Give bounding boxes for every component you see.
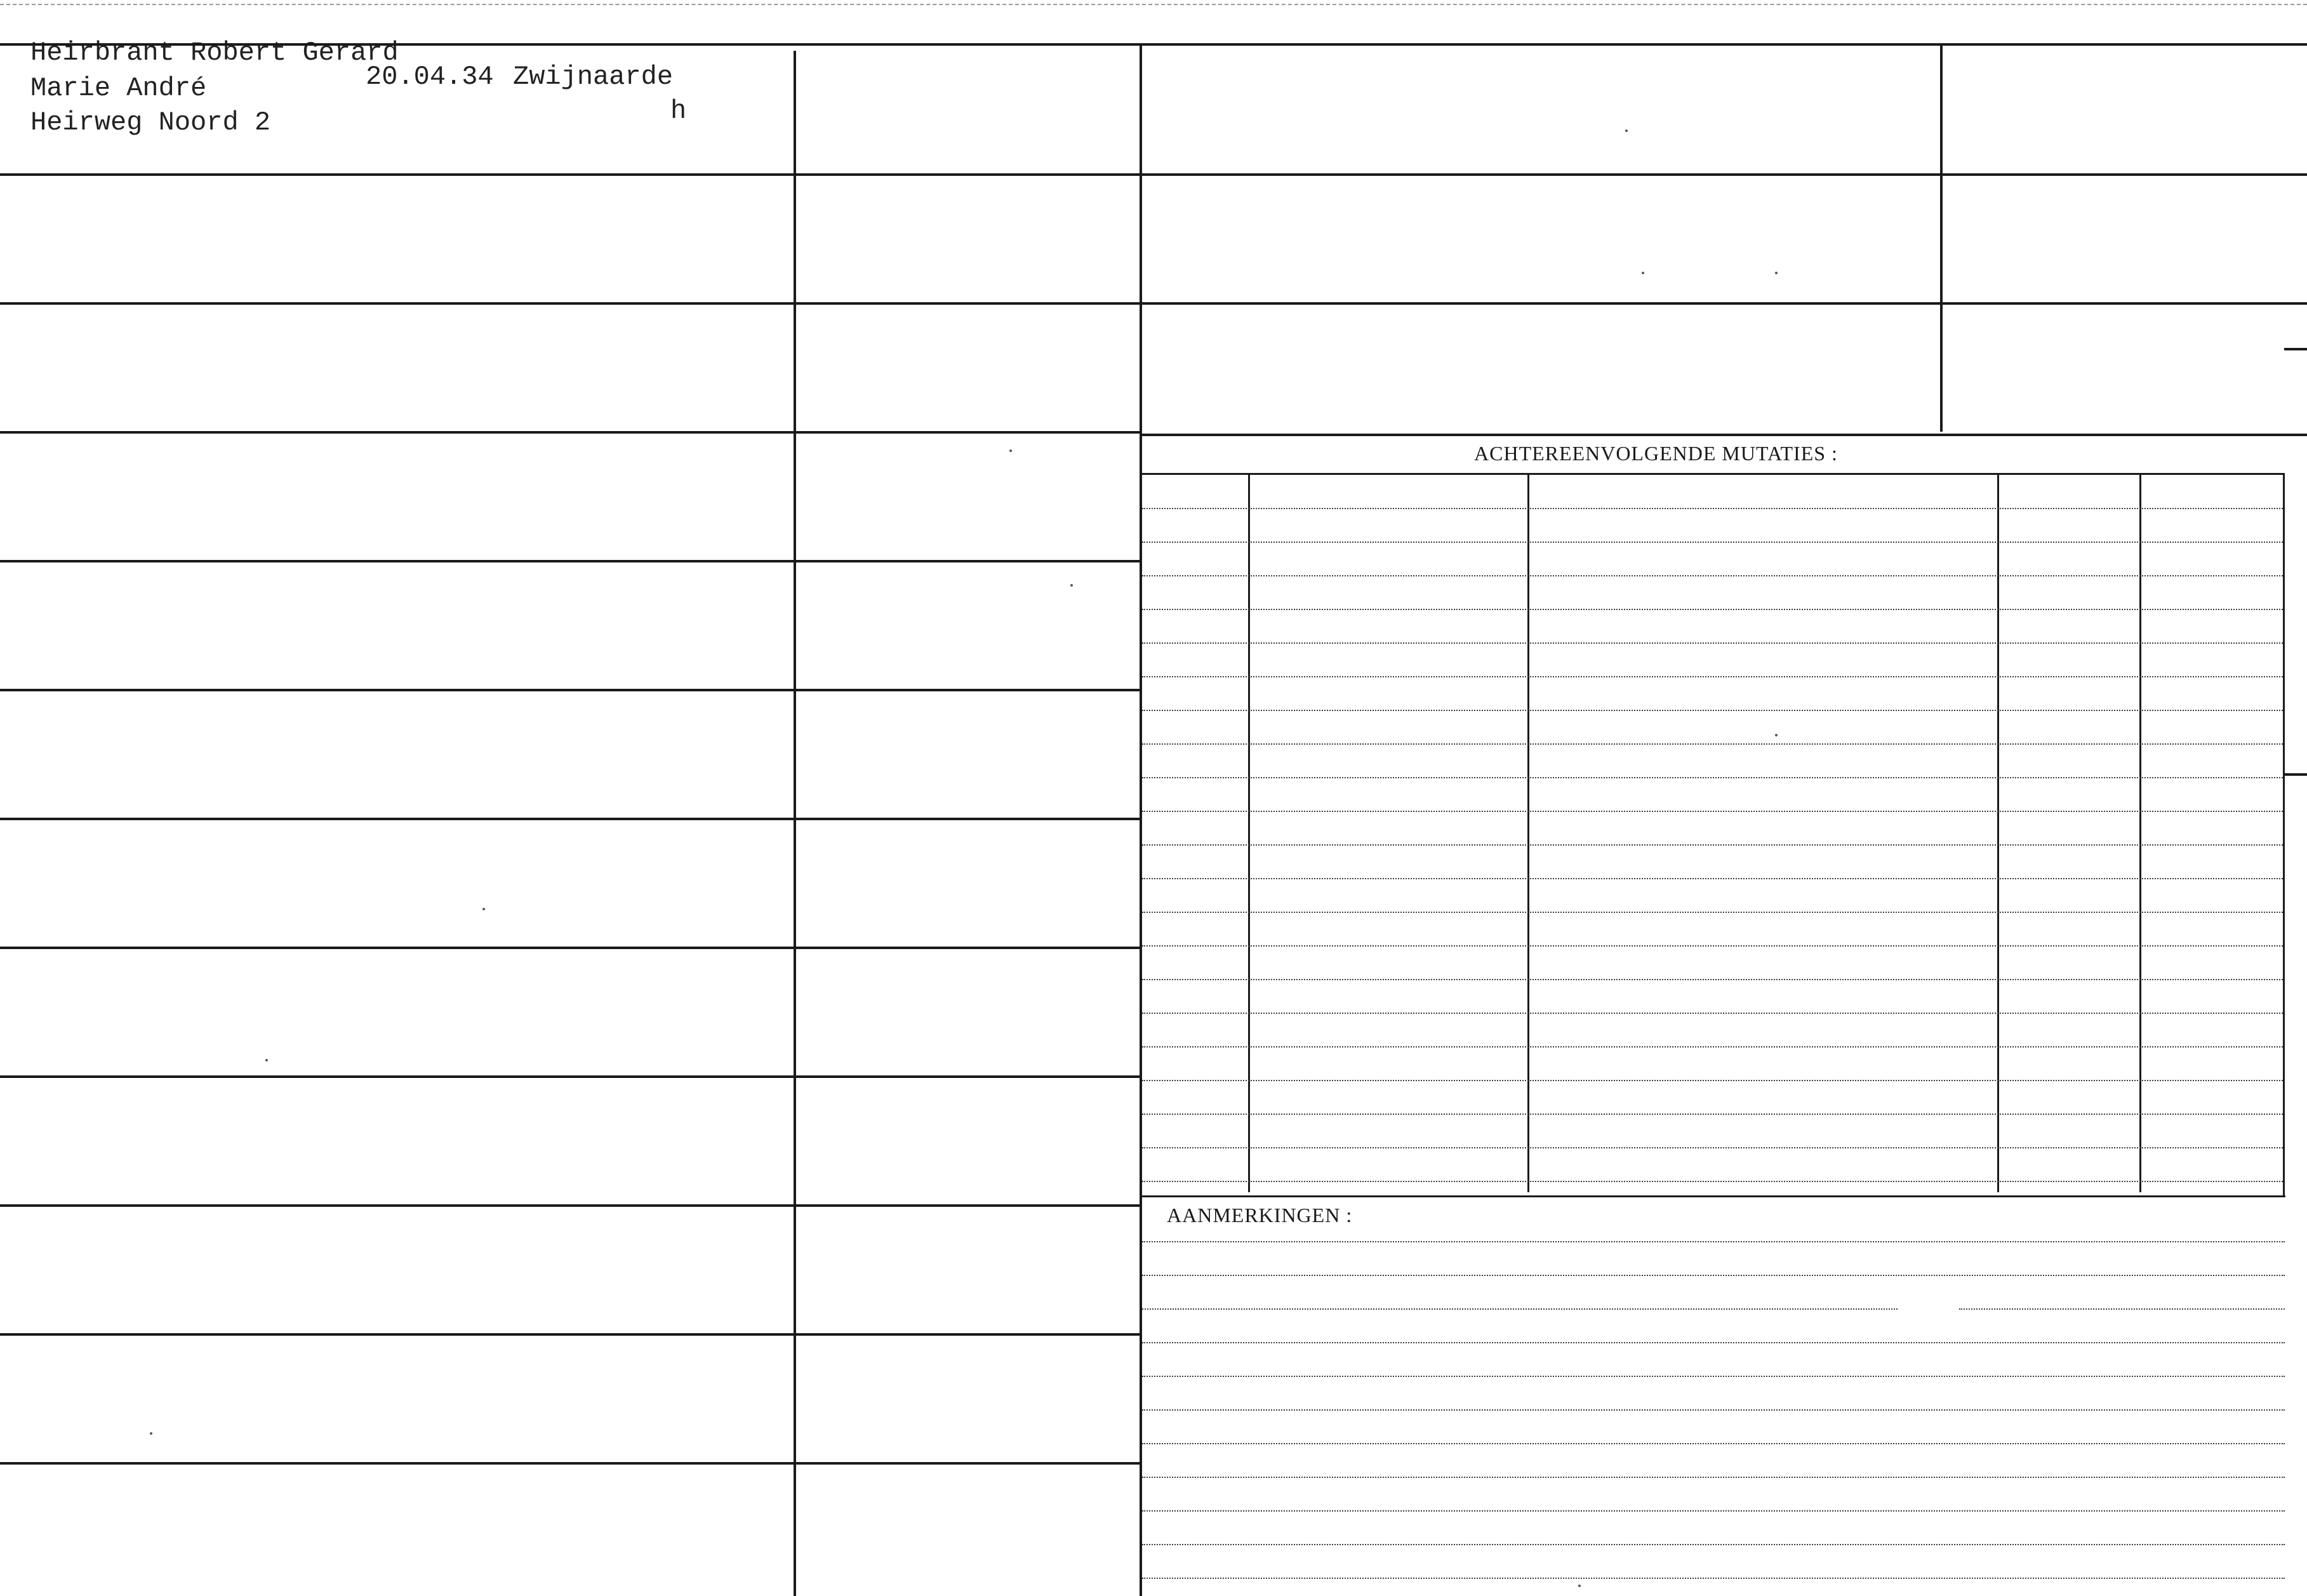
speck: [1775, 734, 1778, 736]
remark-line: [1142, 1409, 2285, 1411]
remark-line: [1142, 1510, 2285, 1512]
row-rule: [0, 1204, 1140, 1207]
mutations-bottom-rule: [1142, 1195, 2285, 1197]
speck: [1642, 272, 1644, 274]
mutation-row-line: [1142, 1046, 2283, 1047]
mutation-row-line: [1142, 1013, 2283, 1014]
upper-right-rule: [1142, 173, 2307, 176]
row-rule: [0, 689, 1140, 691]
remark-line: [1142, 1477, 2285, 1478]
row-rule: [0, 947, 1140, 949]
remark-line: [1142, 1342, 2285, 1343]
speck: [1775, 272, 1778, 274]
mutations-col-divider: [1997, 475, 1999, 1192]
row-rule: [0, 302, 1140, 305]
birth-date: 20.04.34: [366, 62, 494, 92]
mutations-heading: ACHTEREENVOLGENDE MUTATIES :: [1474, 442, 1838, 465]
mutations-top-rule: [1142, 434, 2307, 436]
address: Heirweg Noord 2: [30, 107, 271, 138]
speck: [150, 1432, 152, 1435]
mutation-row-line: [1142, 743, 2283, 745]
remark-line: [1142, 1578, 2285, 1579]
mutation-row-line: [1142, 575, 2283, 576]
remark-line: [1142, 1241, 2285, 1242]
speck: [1625, 130, 1628, 132]
mutation-row-line: [1142, 609, 2283, 610]
row-rule: [0, 818, 1140, 820]
remark-line: [1142, 1308, 1898, 1310]
mutation-row-line: [1142, 777, 2283, 778]
mutation-row-line: [1142, 676, 2283, 677]
mutation-row-line: [1142, 1114, 2283, 1115]
mutations-col-divider: [2139, 475, 2141, 1192]
row-rule: [0, 1075, 1140, 1078]
row-rule: [0, 1333, 1140, 1336]
row-rule: [0, 431, 1140, 434]
upper-right-rule: [1142, 302, 2307, 305]
row-rule: [0, 173, 1140, 176]
remark-line: [1142, 1376, 2285, 1377]
remark-line: [1142, 1544, 2285, 1545]
mutations-col-divider: [1248, 475, 1250, 1192]
speck: [1009, 449, 1012, 452]
mutation-row-line: [1142, 1147, 2283, 1148]
mutation-row-line: [1142, 542, 2283, 543]
center-divider: [1140, 46, 1142, 1596]
margin-tick: [2284, 773, 2307, 776]
upper-right-divider: [1940, 46, 1943, 432]
left-column-divider: [794, 51, 796, 1596]
mutation-row-line: [1142, 642, 2283, 644]
remarks-heading: AANMERKINGEN :: [1167, 1204, 1353, 1227]
speck: [265, 1059, 268, 1061]
top-rule: [0, 43, 2307, 46]
mutations-col-divider: [1527, 475, 1529, 1192]
mutation-row-line: [1142, 710, 2283, 711]
mutation-row-line: [1142, 508, 2283, 509]
name-line: Heirbrant Robert Gerard: [30, 37, 399, 68]
mutation-row-line: [1142, 945, 2283, 947]
mutation-row-line: [1142, 1181, 2283, 1182]
mutations-right-edge: [2283, 475, 2285, 1195]
speck: [482, 908, 485, 910]
speck: [1578, 1585, 1581, 1587]
mutation-row-line: [1142, 1080, 2283, 1081]
margin-tick: [2284, 348, 2307, 350]
scan-edge-noise: [0, 4, 2307, 5]
remark-line: [1959, 1308, 2285, 1310]
birth-place: Zwijnaarde: [513, 62, 674, 92]
remark-line: [1142, 1275, 2285, 1276]
mutation-row-line: [1142, 912, 2283, 913]
row-rule: [0, 1462, 1140, 1465]
mutation-row-line: [1142, 844, 2283, 846]
given-names: Marie André: [30, 73, 207, 103]
mutation-row-line: [1142, 878, 2283, 879]
mutation-row-line: [1142, 811, 2283, 812]
marker-letter: h: [670, 96, 687, 126]
row-rule: [0, 560, 1140, 562]
remark-line: [1142, 1443, 2285, 1444]
mutation-row-line: [1142, 979, 2283, 980]
mutations-header-rule: [1142, 473, 2285, 475]
speck: [1070, 584, 1073, 587]
